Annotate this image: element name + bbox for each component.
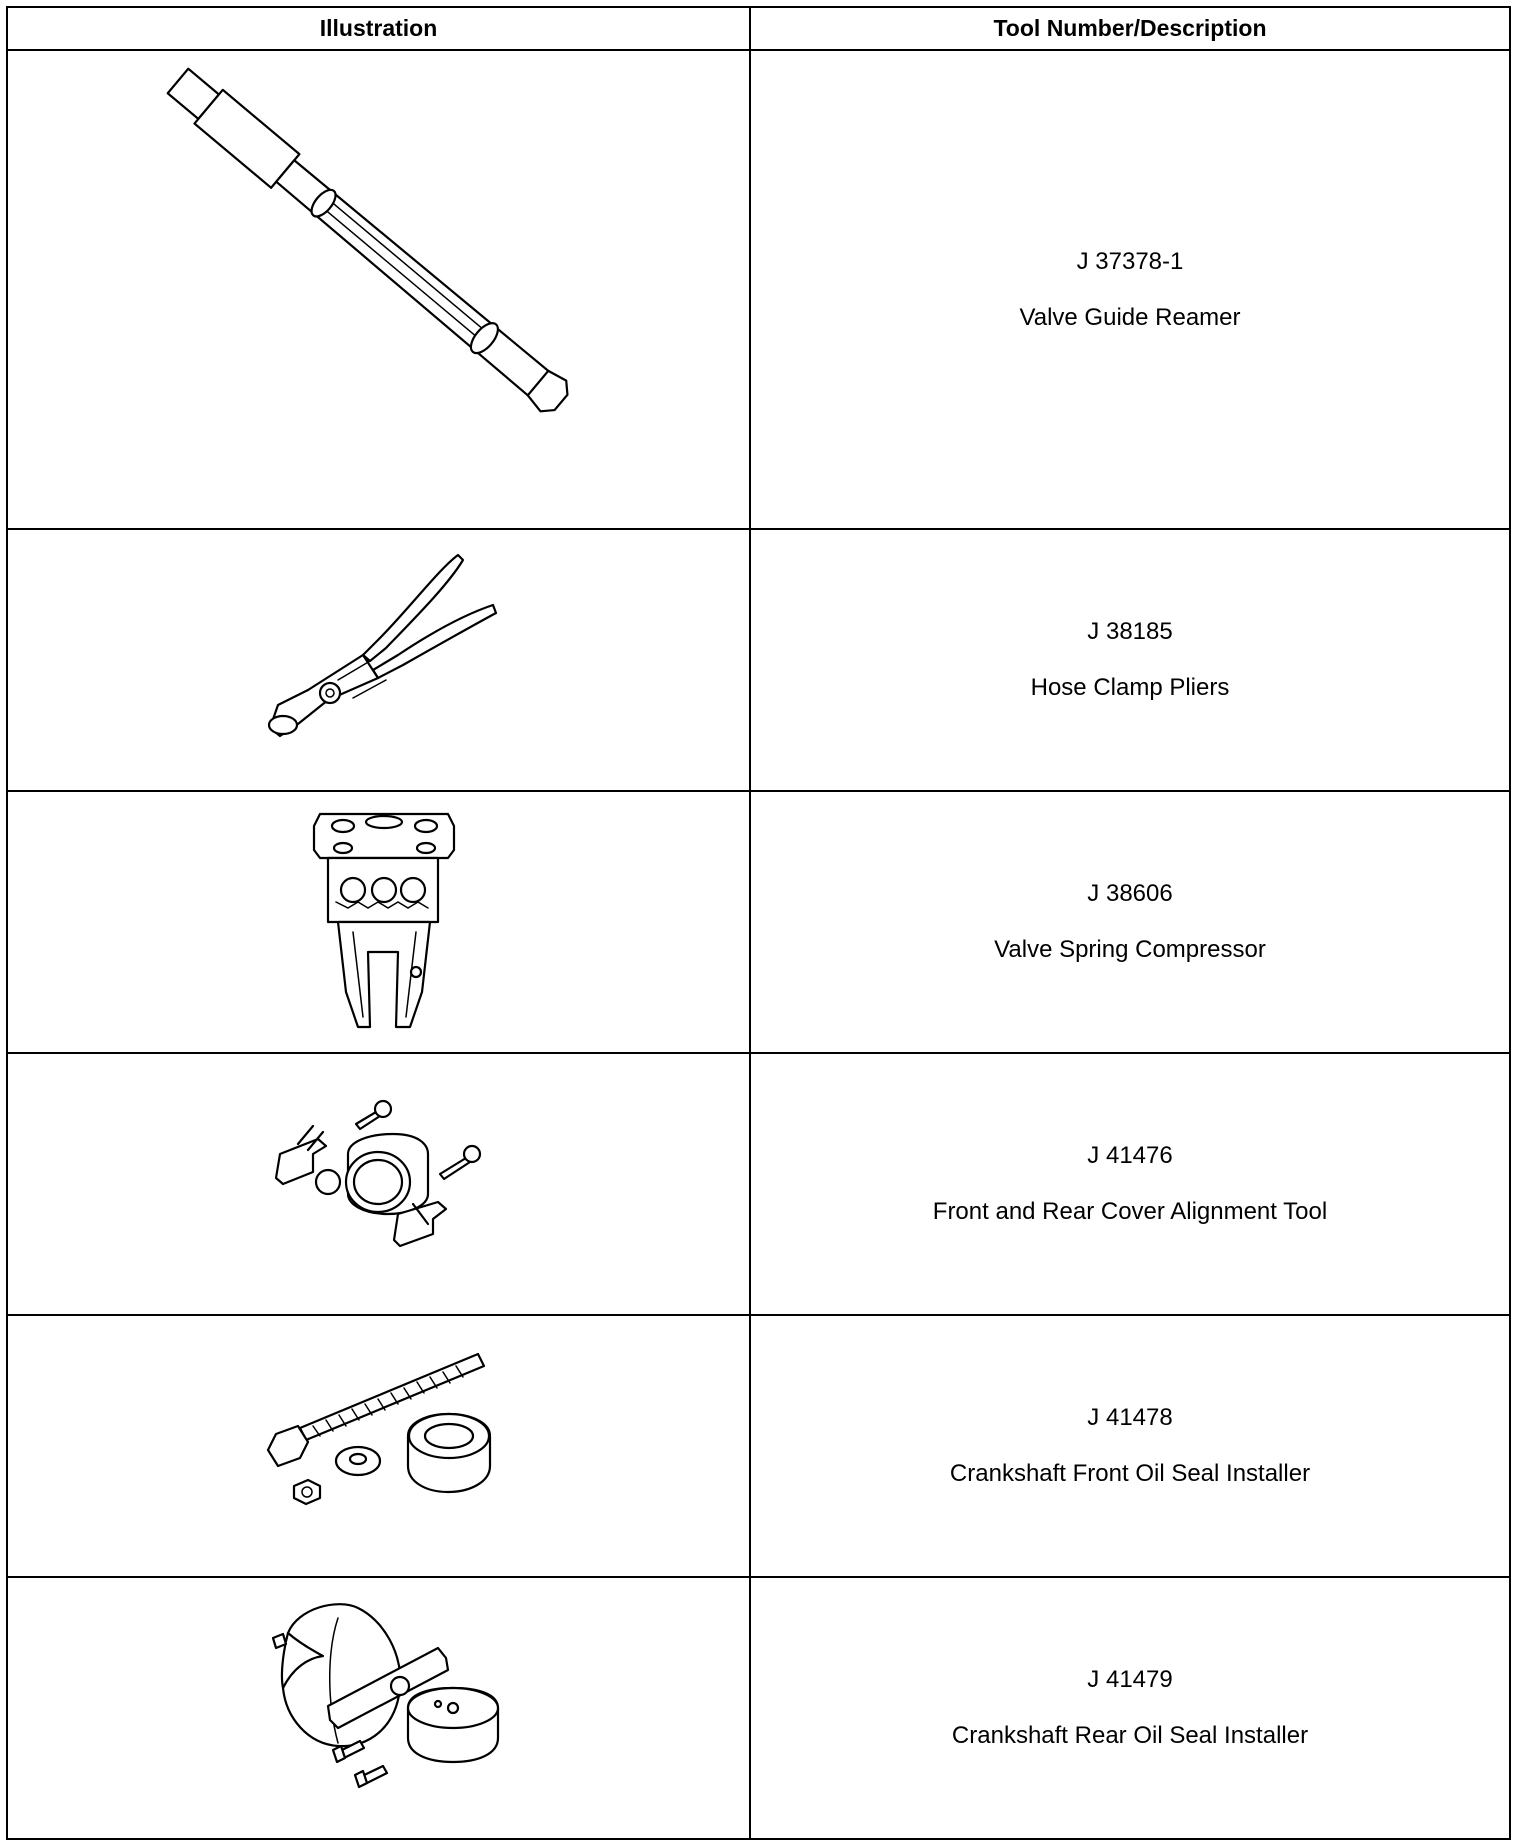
description-cell <box>750 1053 1510 1315</box>
tool-number: J 41479 <box>1087 1666 1173 1693</box>
illustration-cell <box>7 791 750 1053</box>
tool-number: J 41478 <box>1087 1404 1173 1431</box>
table-row <box>7 791 1510 1053</box>
valve-guide-reamer-icon <box>8 51 751 530</box>
table-row <box>7 529 1510 791</box>
description-cell <box>750 1315 1510 1577</box>
header-row <box>7 7 1510 50</box>
description-cell <box>750 1577 1510 1839</box>
header-illustration: Illustration <box>7 7 750 50</box>
illustration-cell <box>7 50 750 529</box>
illustration-cell <box>7 1053 750 1315</box>
table-row <box>7 1577 1510 1839</box>
header-tool-number-description: Tool Number/Description <box>750 7 1510 50</box>
tool-number: J 37378-1 <box>1076 247 1184 275</box>
description-cell <box>750 50 1510 529</box>
table-row <box>7 1315 1510 1577</box>
hose-clamp-pliers-icon <box>8 530 751 792</box>
tool-number: J 38606 <box>1087 880 1173 907</box>
rear-oil-seal-installer-icon <box>8 1578 751 1840</box>
description-cell <box>750 529 1510 791</box>
description-cell <box>750 791 1510 1053</box>
tool-number: J 41476 <box>1087 1142 1173 1169</box>
tool-number: J 38185 <box>1087 618 1173 645</box>
tool-description: Crankshaft Front Oil Seal Installer <box>949 1460 1311 1487</box>
illustration-cell <box>7 529 750 791</box>
front-oil-seal-installer-icon <box>8 1316 751 1578</box>
cover-alignment-tool-icon <box>8 1054 751 1316</box>
valve-spring-compressor-icon <box>8 792 751 1054</box>
tool-table <box>6 6 1511 1840</box>
tool-description: Front and Rear Cover Alignment Tool <box>932 1198 1328 1225</box>
tool-description: Hose Clamp Pliers <box>1030 674 1230 701</box>
tool-description: Crankshaft Rear Oil Seal Installer <box>951 1722 1309 1749</box>
tool-description: Valve Guide Reamer <box>1019 303 1241 331</box>
table-row <box>7 1053 1510 1315</box>
illustration-cell <box>7 1577 750 1839</box>
illustration-cell <box>7 1315 750 1577</box>
table-row <box>7 50 1510 529</box>
tool-description: Valve Spring Compressor <box>994 936 1266 963</box>
